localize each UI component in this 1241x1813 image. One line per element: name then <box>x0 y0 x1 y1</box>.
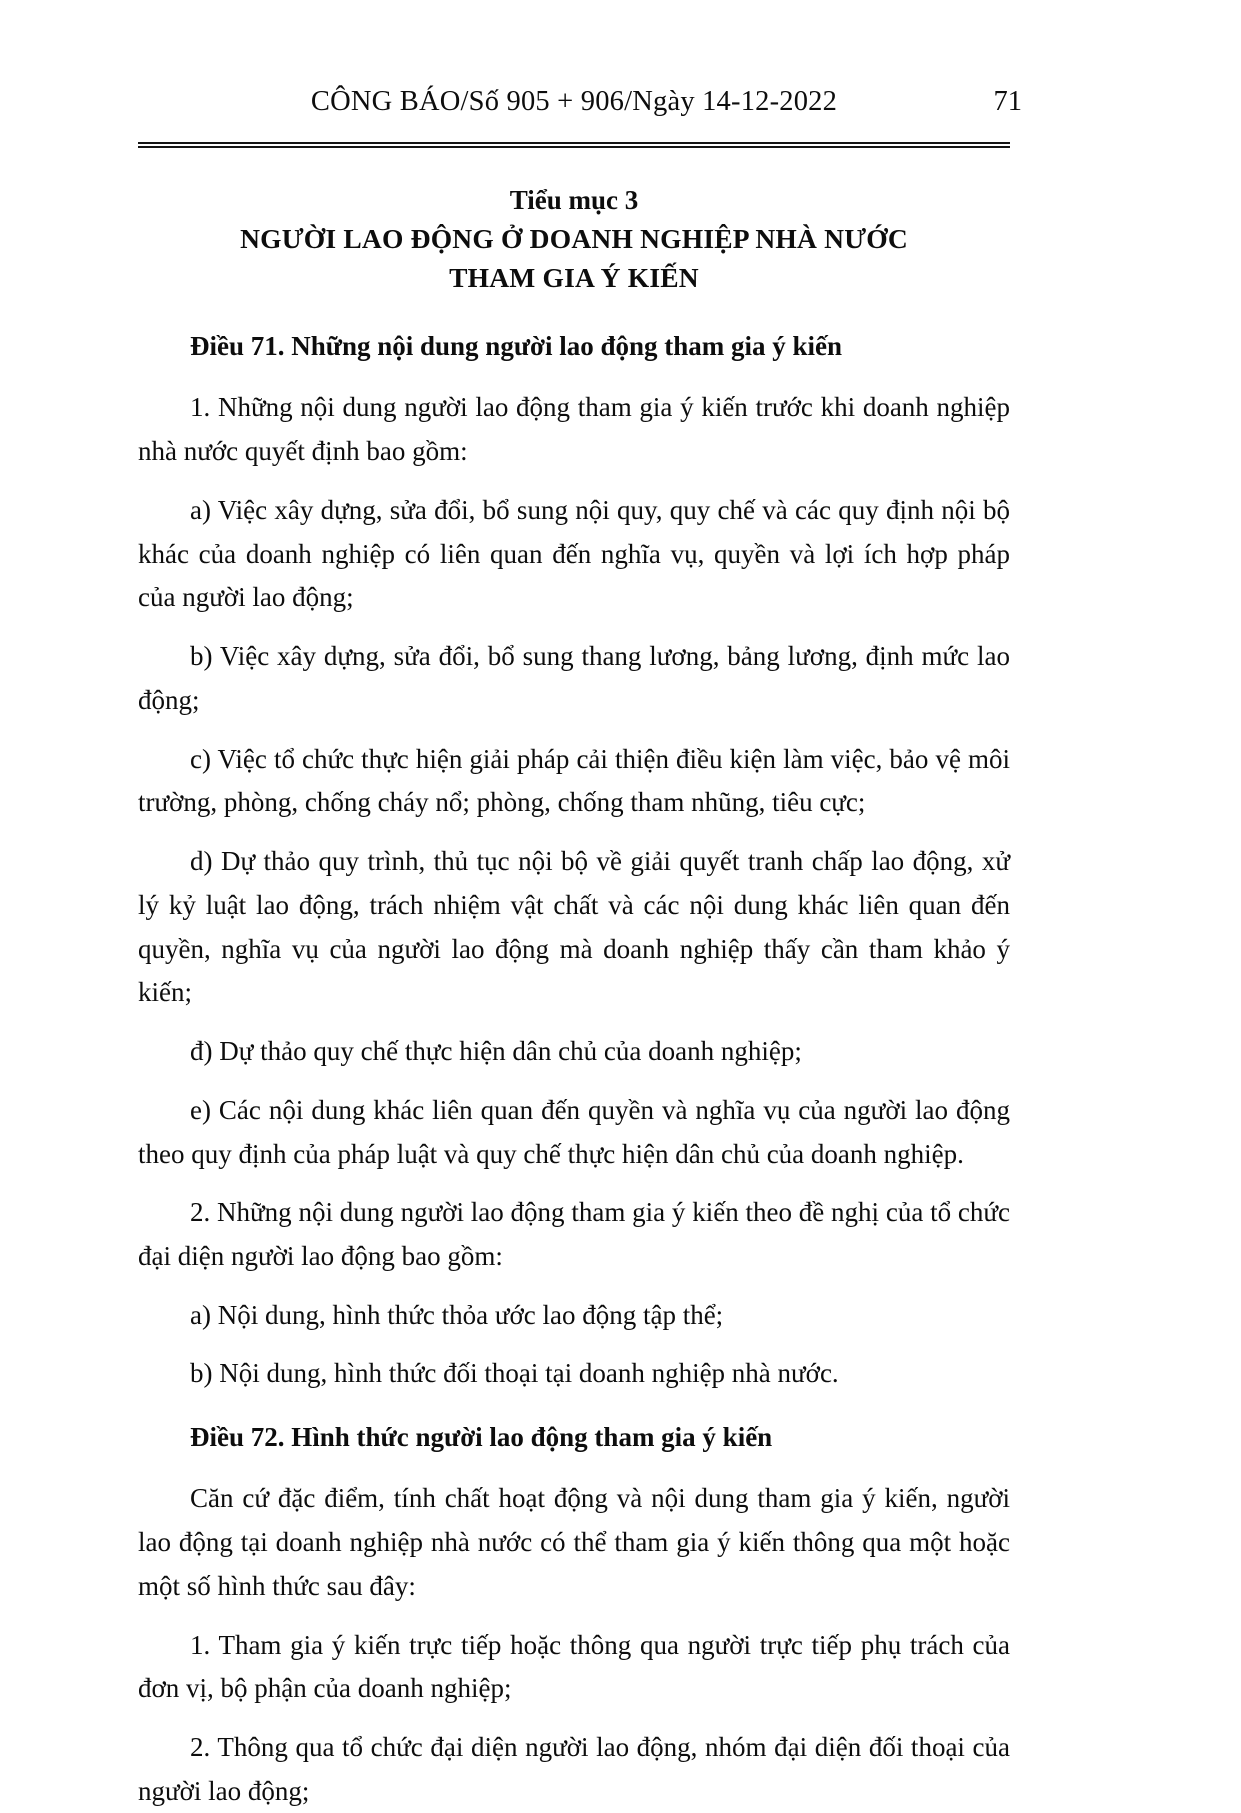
header-divider <box>138 142 1010 148</box>
subsection-title <box>138 219 1010 297</box>
subsection-label: Tiểu mục 3 <box>509 185 639 215</box>
article-71-paragraph-e: e) Các nội dung khác liên quan đến quyền và nghĩa vụ của người lao động theo quy định của pháp luật và quy chế thực hiện dân chủ của doanh nghiệp. <box>138 1094 1010 1169</box>
article-71-paragraph-a: a) Việc xây dựng, sửa đổi, bổ sung nội quy, quy chế và các quy định nội bộ khác của doanh nghiệp có liên quan đến nghĩa vụ, quyền và lợi ích hợp pháp của người lao động; <box>138 494 1010 613</box>
article-71-paragraph-2b: b) Nội dung, hình thức đối thoại tại doanh nghiệp nhà nước. <box>190 1358 839 1389</box>
article-71-paragraph-2a: a) Nội dung, hình thức thỏa ước lao động tập thể; <box>190 1299 724 1330</box>
article-heading-72: Điều 72. Hình thức người lao động tham gia ý kiến <box>190 1422 773 1453</box>
article-71-paragraph-b: b) Việc xây dựng, sửa đổi, bổ sung thang lương, bảng lương, định mức lao động; <box>138 641 1010 715</box>
article-72-paragraph-1: 1. Tham gia ý kiến trực tiếp hoặc thông qua người trực tiếp phụ trách của đơn vị, bộ phận của doanh nghiệp; <box>138 1629 1010 1704</box>
article-72-intro: Căn cứ đặc điểm, tính chất hoạt động và nội dung tham gia ý kiến, người lao động tại doanh nghiệp nhà nước có thể tham gia ý kiến thông qua một hoặc một số hình thức sau đây: <box>138 1483 1010 1601</box>
subsection-title-line-2: THAM GIA Ý KIẾN <box>449 262 699 294</box>
article-72-paragraph-2: 2. Thông qua tổ chức đại diện người lao động, nhóm đại diện đối thoại của người lao động; <box>138 1731 1010 1806</box>
article-71-paragraph-1: 1. Những nội dung người lao động tham gia ý kiến trước khi doanh nghiệp nhà nước quyết định bao gồm: <box>138 392 1010 467</box>
header-title: CÔNG BÁO/Số 905 + 906/Ngày 14-12-2022 <box>310 86 838 117</box>
article-71-paragraph-d: d) Dự thảo quy trình, thủ tục nội bộ về giải quyết tranh chấp lao động, xử lý kỷ luật lao động, trách nhiệm vật chất và các nội dung khác liên quan đến quyền, nghĩa vụ của người lao động mà doanh nghiệp thấy cần tham khảo ý kiến; <box>138 846 1010 1008</box>
article-71-paragraph-c: c) Việc tổ chức thực hiện giải pháp cải thiện điều kiện làm việc, bảo vệ môi trường, phòng, chống cháy nổ; phòng, chống tham nhũng, tiêu cực; <box>138 743 1010 818</box>
subsection-title-line-1: NGƯỜI LAO ĐỘNG Ở DOANH NGHIỆP NHÀ NƯỚC <box>240 223 908 255</box>
article-71-paragraph-2: 2. Những nội dung người lao động tham gia ý kiến theo đề nghị của tổ chức đại diện người lao động bao gồm: <box>138 1197 1010 1271</box>
running-header <box>138 86 1022 138</box>
article-heading-71: Điều 71. Những nội dung người lao động tham gia ý kiến <box>190 331 843 362</box>
article-71-paragraph-dd: đ) Dự thảo quy chế thực hiện dân chủ của doanh nghiệp; <box>190 1036 802 1067</box>
page-number: 71 <box>993 86 1022 117</box>
page-content <box>138 0 1022 1813</box>
